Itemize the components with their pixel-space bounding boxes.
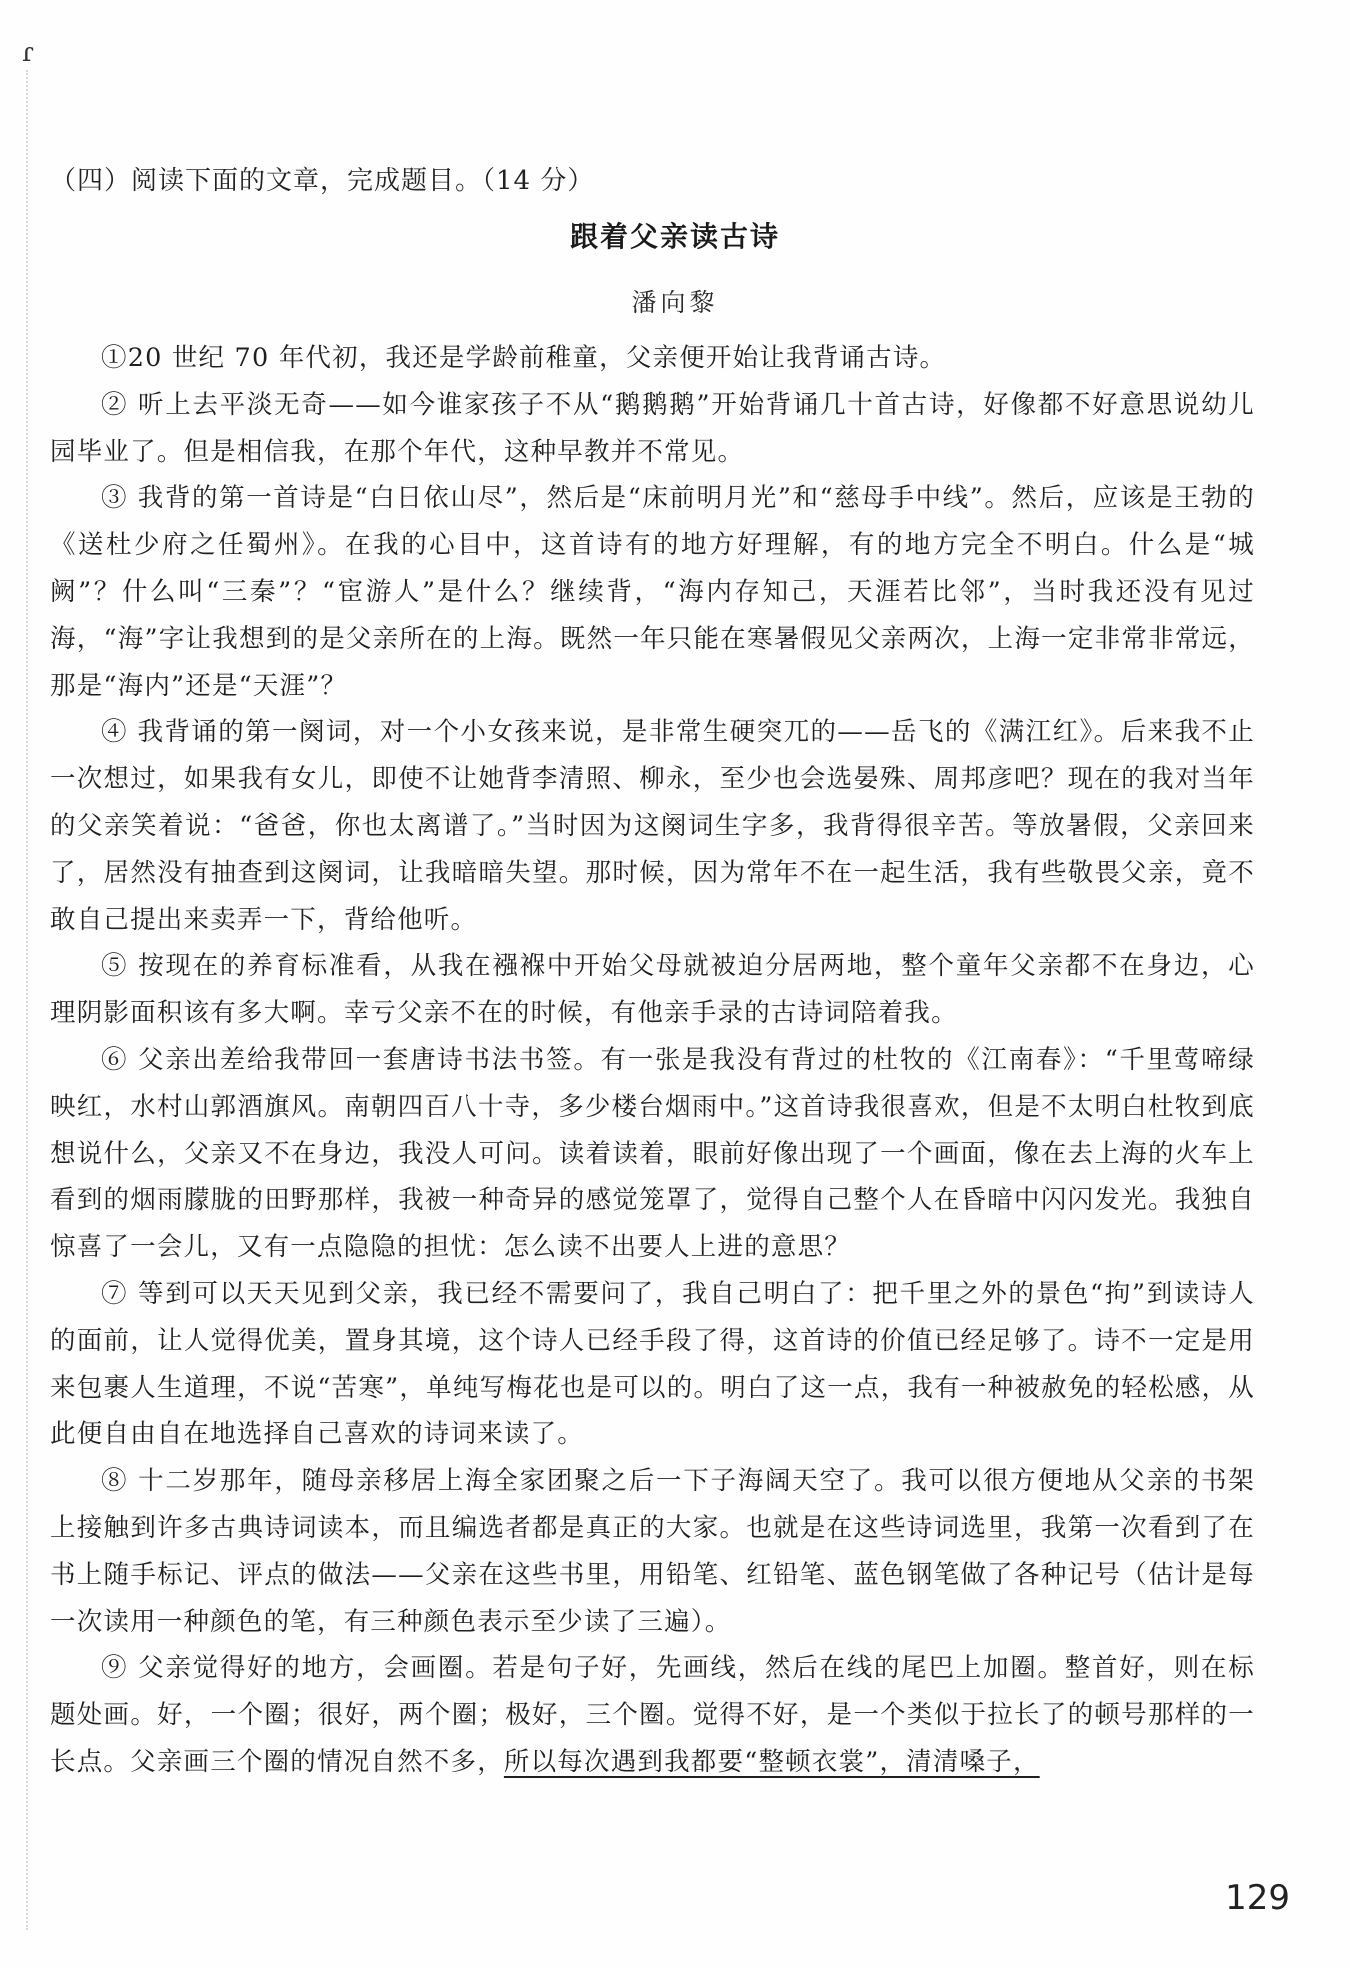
article-title: 跟着父亲读古诗 bbox=[569, 220, 780, 253]
page-number: 129 bbox=[1225, 1878, 1290, 1918]
paragraph-9 bbox=[50, 1645, 1255, 1785]
paragraph-text: ② 听上去平淡无奇——如今谁家孩子不从“鹅鹅鹅”开始背诵几十首古诗，好像都不好意思说幼儿园毕业了。但是相信我，在那个年代，这种早教并不常见。 bbox=[50, 389, 1255, 467]
paragraph-6 bbox=[50, 1037, 1255, 1271]
paragraph-8 bbox=[50, 1458, 1255, 1645]
paragraph-text: ③ 我背的第一首诗是“白日依山尽”，然后是“床前明月光”和“慈母手中线”。然后，应该是王勃的《送杜少府之任蜀州》。在我的心目中，这首诗有的地方好理解，有的地方完全不明白。什么是“城阙”？什么叫“三秦”？“宦游人”是什么？继续背，“海内存知己，天涯若比邻”，当时我还没有见过海，“海”字让我想到的是父亲所在的上海。既然一年只能在寒暑假见父亲两次，上海一定非常非常远，那是“海内”还是“天涯”？ bbox=[50, 483, 1255, 701]
article-author: 潘向黎 bbox=[631, 288, 719, 317]
paragraph-4 bbox=[50, 709, 1255, 943]
paragraph-text: ⑨ 父亲觉得好的地方，会画圈。若是句子好，先画线，然后在线的尾巴上加圈。整首好，则在标题处画。好，一个圈；很好，两个圈；极好，三个圈。觉得不好，是一个类似于拉长了的顿号那样的一长点。父亲画三个圈的情况自然不多， bbox=[50, 1653, 1255, 1777]
paragraph-text: ⑤ 按现在的养育标准看，从我在襁褓中开始父母就被迫分居两地，整个童年父亲都不在身边，心理阴影面积该有多大啊。幸亏父亲不在的时候，有他亲手录的古诗词陪着我。 bbox=[50, 951, 1255, 1029]
underlined-sentence: 所以每次遇到我都要“整顿衣裳”，清清嗓子， bbox=[503, 1746, 1040, 1777]
paragraph-5 bbox=[50, 943, 1255, 1037]
paragraph-text: ④ 我背诵的第一阕词，对一个小女孩来说，是非常生硬突兀的——岳飞的《满江红》。后来我不止一次想过，如果我有女儿，即使不让她背李清照、柳永，至少也会选晏殊、周邦彦吧？现在的我对当年的父亲笑着说：“爸爸，你也太离谱了。”当时因为这阕词生字多，我背得很辛苦。等放暑假，父亲回来了，居然没有抽查到这阕词，让我暗暗失望。那时候，因为常年不在一起生活，我有些敬畏父亲，竟不敢自己提出来卖弄一下，背给他听。 bbox=[50, 717, 1255, 935]
page-edge-line bbox=[26, 70, 28, 1930]
paragraph-1 bbox=[50, 335, 1255, 382]
section-heading: （四）阅读下面的文章，完成题目。（14 分） bbox=[50, 166, 595, 196]
paragraph-text: ①20 世纪 70 年代初，我还是学龄前稚童，父亲便开始让我背诵古诗。 bbox=[101, 343, 947, 373]
corner-pen-mark: ɾ bbox=[22, 38, 34, 68]
paragraph-text: ⑦ 等到可以天天见到父亲，我已经不需要问了，我自己明白了：把千里之外的景色“拘”到读诗人的面前，让人觉得优美，置身其境，这个诗人已经手段了得，这首诗的价值已经足够了。诗不一定是用来包裹人生道理，不说“苦寒”，单纯写梅花也是可以的。明白了这一点，我有一种被赦免的轻松感，从此便自由自在地选择自己喜欢的诗词来读了。 bbox=[50, 1278, 1255, 1450]
article-body bbox=[50, 335, 1255, 1786]
paragraph-7 bbox=[50, 1271, 1255, 1458]
paragraph-2 bbox=[50, 382, 1255, 476]
paragraph-text: ⑥ 父亲出差给我带回一套唐诗书法书签。有一张是我没有背过的杜牧的《江南春》：“千里莺啼绿映红，水村山郭酒旗风。南朝四百八十寺，多少楼台烟雨中。”这首诗我很喜欢，但是不太明白杜牧到底想说什么，父亲又不在身边，我没人可问。读着读着，眼前好像出现了一个画面，像在去上海的火车上看到的烟雨朦胧的田野那样，我被一种奇异的感觉笼罩了，觉得自己整个人在昏暗中闪闪发光。我独自惊喜了一会儿，又有一点隐隐的担忧：怎么读不出要人上进的意思？ bbox=[50, 1044, 1255, 1263]
paragraph-3 bbox=[50, 475, 1255, 709]
paragraph-text: ⑧ 十二岁那年，随母亲移居上海全家团聚之后一下子海阔天空了。我可以很方便地从父亲的书架上接触到许多古典诗词读本，而且编选者都是真正的大家。也就是在这些诗词选里，我第一次看到了在书上随手标记、评点的做法——父亲在这些书里，用铅笔、红铅笔、蓝色钢笔做了各种记号（估计是每一次读用一种颜色的笔，有三种颜色表示至少读了三遍）。 bbox=[50, 1466, 1255, 1637]
